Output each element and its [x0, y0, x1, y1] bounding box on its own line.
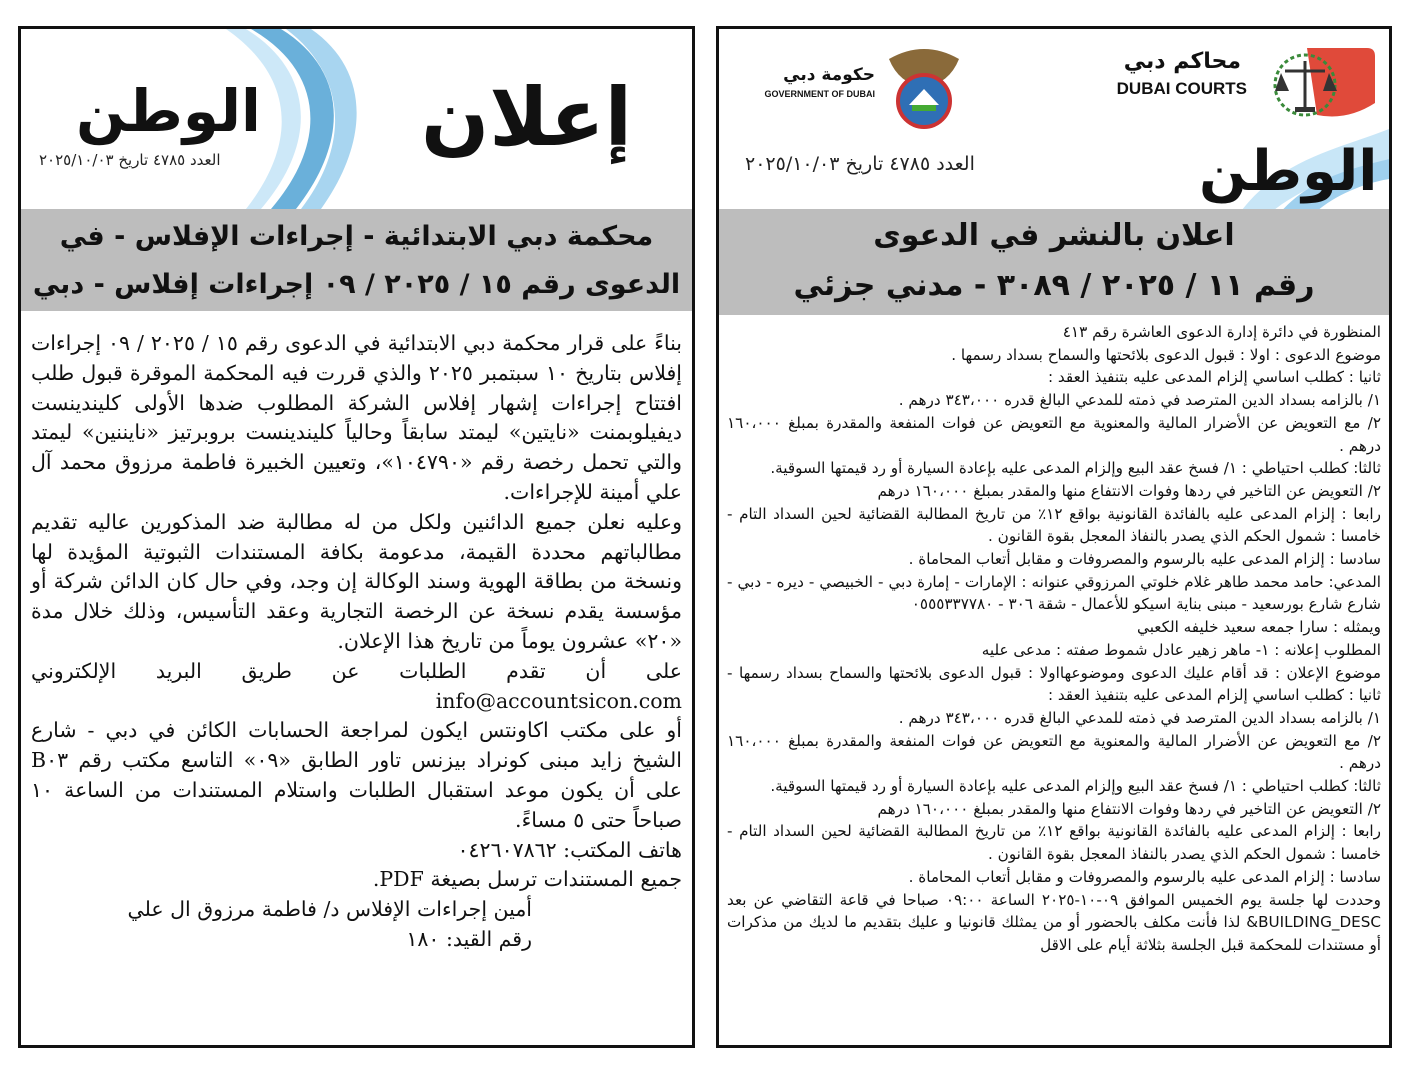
paragraph-office-address: أو على مكتب اكاونتس ايكون لمراجعة الحسابات الكائن في دبي - شارع الشيخ زايد مبنى كونراد بيزنس تاور الطابق «٠٩» التاسع مكتب رقم B٠٣ على أن يكون موعد استقبال الطلبات واستلام المستندات من الساعة ١٠ صباحاً حتى ٥ مساءً. [31, 718, 682, 832]
bankruptcy-notice-panel [18, 26, 695, 1048]
heading-line-2: الدعوى رقم ١٥ / ٢٠٢٥ / ٠٩ إجراءات إفلاس - دبي [32, 269, 681, 300]
body-line: سادسا : إلزام المدعى عليه بالرسوم والمصروفات و مقابل أتعاب المحاماة . [908, 550, 1381, 569]
registration-line: رقم القيد: ١٨٠ [406, 926, 532, 951]
notice-heading [719, 209, 1389, 315]
body-line: رابعا : إلزام المدعى عليه بالفائدة القانونية بواقع ١٢٪ من تاريخ المطالبة القضائية لحين السداد التام - خامسا : شمول الحكم الذي يصدر بالنفاذ المعجل بقوة القانون . [727, 822, 1381, 864]
paragraph-submission [31, 657, 682, 717]
courts-logo-arabic: محاكم دبي [1123, 49, 1241, 74]
body-line: ٢/ التعويض عن التاخير في ردها وفوات الانتفاع منها والمقدر بمبلغ ١٦٠،٠٠٠ درهم [877, 799, 1381, 818]
court-notice-panel [716, 26, 1392, 1048]
signature-line: أمين إجراءات الإفلاس د/ فاطمة مرزوق ال علي [127, 897, 532, 922]
notice-body [727, 321, 1381, 957]
heading-line-1: محكمة دبي الابتدائية - إجراءات الإفلاس - في [59, 221, 654, 252]
body-line: سادسا : إلزام المدعى عليه بالرسوم والمصروفات و مقابل أتعاب المحاماة . [908, 867, 1381, 886]
notice-heading [21, 209, 692, 311]
body-line: ثانيا : كطلب اساسي إلزام المدعى عليه بتنفيذ العقد : [1047, 368, 1381, 387]
heading-line-2: رقم ١١ / ٢٠٢٥ / ٣٠٨٩ - مدني جزئي [793, 268, 1315, 303]
email-link[interactable]: info@accountsicon.com [435, 688, 682, 713]
body-line: ٢/ التعويض عن التاخير في ردها وفوات الانتفاع منها والمقدر بمبلغ ١٦٠،٠٠٠ درهم [877, 481, 1381, 500]
dubai-courts-emblem-icon [1257, 43, 1377, 123]
phone-line: هاتف المكتب: ٠٤٢٦٠٧٨٦٢ [457, 837, 682, 862]
body-line: المنظورة في دائرة إدارة الدعوى العاشرة رقم ٤١٣ [1062, 323, 1381, 341]
hearing-line: وحددت لها جلسة يوم الخميس الموافق ٠٩-١٠-٢٠٢٥ الساعة ٠٩:٠٠ صباحا في قاعة التقاضي عن بعد BUILDING_DESC& لذا فأنت مكلف بالحضور أو من يمثلك قانونيا و عليك بتقديم ما لديك من مذكرات أو مستندات للمحكمة قبل الجلسة بثلاثة أيام على الاقل [727, 890, 1381, 954]
newspaper-logo: الوطن [76, 77, 261, 145]
body-line: موضوع الدعوى : اولا : قبول الدعوى بلائحتها والسماح بسداد رسمها . [951, 345, 1381, 364]
body-line: رابعا : إلزام المدعى عليه بالفائدة القانونية بواقع ١٢٪ من تاريخ المطالبة القضائية لحين السداد التام - خامسا : شمول الحكم الذي يصدر بالنفاذ المعجل بقوة القانون . [727, 504, 1381, 546]
plaintiff-line: المدعي: حامد محمد طاهر غلام خلوتي المرزوقي عنوانه : الإمارات - إمارة دبي - الخبيصي - ديره - دبي - شارع شارع بورسعيد - مبنى بناية اسيكو للأعمال - شقة ٣٠٦ - ٠٥٥٥٣٣٧٧٨٠ [727, 572, 1381, 614]
body-line: ثالثا: كطلب احتياطي : ١/ فسخ عقد البيع وإلزام المدعى عليه بإعادة السيارة أو رد قيمتها السوقية. [770, 777, 1381, 796]
issue-date-line: العدد ٤٧٨٥ تاريخ ٢٠٢٥/١٠/٠٣ [39, 151, 221, 169]
paragraph-decision: بناءً على قرار محكمة دبي الابتدائية في الدعوى رقم ١٥ / ٢٠٢٥ / ٠٩ إجراءات إفلاس بتاريخ ١٠ سبتمبر ٢٠٢٥ والذي قررت فيه المحكمة الموقرة قبول طلب افتتاح إجراءات إشهار إفلاس الشركة المطلوب ضدها الأولى كليندينست ديفيلوبمنت «نايتين» ليمتد سابقاً وحالياً كليندينست بروبرتيز «نايننين» ليمتد والتي تحمل رخصة رقم «١٠٤٧٩٠»، وتعيين الخبيرة فاطمة مرزوق محمد آل علي أمينة للإجراءات. [31, 331, 682, 504]
newspaper-logo: الوطن [1199, 139, 1378, 204]
pdf-line: جميع المستندات ترسل بصيغة PDF. [372, 867, 682, 892]
submission-text: على أن تقدم الطلبات عن طريق البريد الإلكتروني [31, 658, 682, 683]
body-line: ٢/ مع التعويض عن الأضرار المالية والمعنوية مع التعويض عن فوات المنفعة والمقدرة بمبلغ ١٦٠،٠٠٠ درهم . [727, 731, 1381, 773]
courts-logo-english: DUBAI COURTS [1116, 79, 1247, 98]
body-line: ١/ بالزامه بسداد الدين المترصد في ذمته للمدعي البالغ قدره ٣٤٣،٠٠٠ درهم . [898, 708, 1381, 727]
body-line: ١/ بالزامه بسداد الدين المترصد في ذمته للمدعي البالغ قدره ٣٤٣،٠٠٠ درهم . [898, 391, 1381, 410]
paragraph-creditors: وعليه نعلن جميع الدائنين ولكل من له مطالبة ضد المذكورين عاليه تقديم مطالباتهم محددة القيمة، مدعومة بكافة المستندات الثبوتية المؤيدة لها ونسخة من بطاقة الهوية وسند الوكالة إن وجد، وفي حال كان الدائن شركة أو مؤسسة يقدم نسخة عن الرخصة التجارية وعقد التأسيس، وذلك خلال مدة «٢٠» عشرون يوماً من تاريخ هذا الإعلان. [31, 509, 682, 653]
government-logo-english: GOVERNMENT OF DUBAI [764, 89, 875, 99]
body-line: موضوع الإعلان : قد أقام عليك الدعوى وموضوعهااولا : قبول الدعوى بلائحتها والسماح بسداد رسمها - ثانيا : كطلب اساسي إلزام المدعى عليه بتنفيذ العقد : [727, 663, 1381, 705]
government-logo-arabic: حكومة دبي [783, 65, 875, 85]
issue-date-line: العدد ٤٧٨٥ تاريخ ٢٠٢٥/١٠/٠٣ [745, 153, 975, 175]
body-line: ثالثا: كطلب احتياطي : ١/ فسخ عقد البيع وإلزام المدعى عليه بإعادة السيارة أو رد قيمتها السوقية. [770, 459, 1381, 478]
heading-line-1: اعلان بالنشر في الدعوى [873, 218, 1235, 253]
announcement-title: إعلان [421, 71, 633, 164]
representative-line: ويمثله : سارا جمعه سعيد خليفه الكعبي [1137, 618, 1381, 637]
body-line: ٢/ مع التعويض عن الأضرار المالية والمعنوية مع التعويض عن فوات المنفعة والمقدرة بمبلغ ١٦٠،٠٠٠ درهم . [727, 413, 1381, 455]
dubai-government-emblem-icon [879, 39, 969, 134]
defendant-line: المطلوب إعلانه : ١- ماهر زهير عادل شموط صفته : مدعى عليه [981, 640, 1381, 659]
notice-body [31, 329, 682, 955]
